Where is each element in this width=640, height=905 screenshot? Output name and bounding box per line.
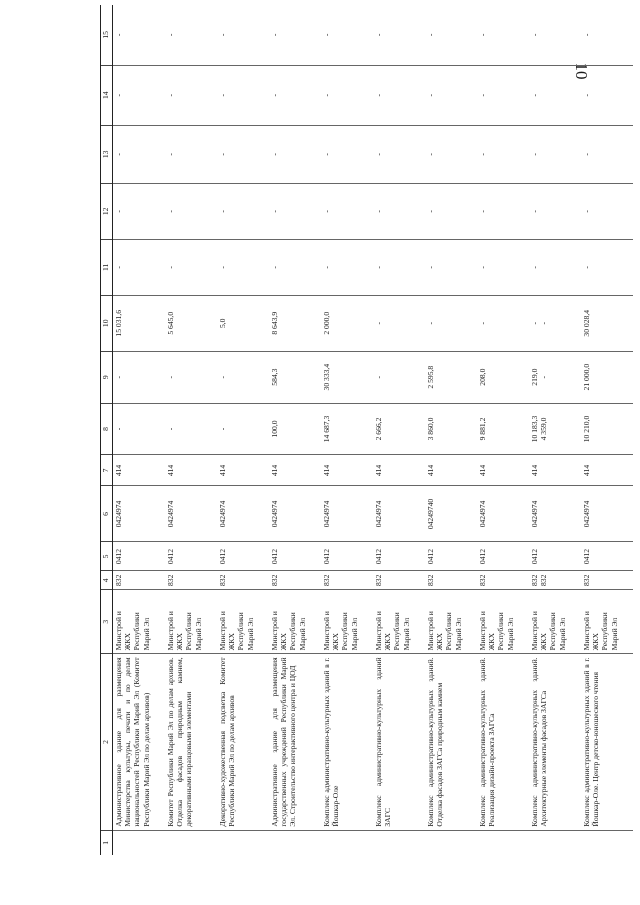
table-row (529, 5, 581, 855)
cell-col-1 (113, 830, 166, 855)
column-number: 11 (101, 239, 113, 295)
cell-col-15: - (113, 5, 166, 65)
cell-col-8: 2 666,2 (373, 403, 425, 455)
cell-col-7: 414 (165, 455, 217, 486)
cell-col-11: - (113, 239, 166, 295)
cell-col-10: 30 028,4 (581, 295, 633, 351)
page-number: 10 (572, 62, 591, 80)
column-number: 7 (101, 455, 113, 486)
cell-col-4: 832 (217, 571, 269, 590)
cell-col-4: 832 (581, 571, 633, 590)
cell-col-5: 0412 (425, 542, 477, 571)
cell-col-10: - (373, 295, 425, 351)
cell-col-9: 208,0 (477, 351, 529, 403)
table-row (113, 5, 166, 855)
cell-col-6: 0424974 (321, 486, 373, 542)
cell-col-4: 832 832 (529, 571, 581, 590)
cell-col-9: 219,0 - (529, 351, 581, 403)
cell-col-6: 04249740 (425, 486, 477, 542)
cell-col-3: Минстрой и ЖКХ Республики Марий Эл (477, 590, 529, 654)
cell-col-1 (321, 830, 373, 855)
cell-col-8: - (217, 403, 269, 455)
cell-col-15: - (581, 5, 633, 65)
cell-col-13: - (321, 125, 373, 183)
cell-col-11: - (529, 239, 581, 295)
cell-col-7: 414 (425, 455, 477, 486)
cell-col-15: - (529, 5, 581, 65)
cell-col-9: - (217, 351, 269, 403)
table-row (165, 5, 217, 855)
cell-col-13: - (477, 125, 529, 183)
cell-col-11: - (217, 239, 269, 295)
cell-col-5: 0412 (165, 542, 217, 571)
cell-col-5: 0412 (113, 542, 166, 571)
cell-col-8: 100,0 (269, 403, 321, 455)
cell-col-3: Минстрой и ЖКХ Республики Марий Эл (217, 590, 269, 654)
cell-col-10: 5,0 (217, 295, 269, 351)
table-row (581, 5, 633, 855)
cell-col-7: 414 (581, 455, 633, 486)
cell-col-1 (425, 830, 477, 855)
cell-col-2: Комплекс административно-культурных зданий в г. Йошкар-Оле (321, 654, 373, 830)
cell-col-9: 2 595,8 (425, 351, 477, 403)
cell-col-3: Минстрой и ЖКХ Республики Марий Эл (529, 590, 581, 654)
table-row (373, 5, 425, 855)
cell-col-14: - (113, 65, 166, 125)
cell-col-11: - (581, 239, 633, 295)
cell-col-1 (373, 830, 425, 855)
cell-col-5: 0412 (217, 542, 269, 571)
cell-col-7: 414 (217, 455, 269, 486)
table-row (269, 5, 321, 855)
cell-col-1 (269, 830, 321, 855)
cell-col-5: 0412 (373, 542, 425, 571)
cell-col-12: - (113, 183, 166, 239)
cell-col-14: - (425, 65, 477, 125)
cell-col-12: - (217, 183, 269, 239)
cell-col-7: 414 (373, 455, 425, 486)
cell-col-2: Административное здание для размещения Министерства культуры, печати и по делам национальностей Республики Марий Эл (Комитет Республики Марий Эл по делам архивов) (113, 654, 166, 830)
column-number: 8 (101, 403, 113, 455)
cell-col-4: 832 (269, 571, 321, 590)
cell-col-14: - (581, 65, 633, 125)
cell-col-3: Минстрой и ЖКХ Республики Марий Эл (165, 590, 217, 654)
cell-col-4: 832 (425, 571, 477, 590)
cell-col-13: - (113, 125, 166, 183)
cell-col-7: 414 (477, 455, 529, 486)
cell-col-11: - (269, 239, 321, 295)
cell-col-12: - (165, 183, 217, 239)
table-row (477, 5, 529, 855)
cell-col-11: - (425, 239, 477, 295)
cell-col-14: - (477, 65, 529, 125)
cell-col-6: 0424974 (529, 486, 581, 542)
cell-col-10: 8 643,9 (269, 295, 321, 351)
cell-col-14: - (321, 65, 373, 125)
cell-col-12: - (477, 183, 529, 239)
cell-col-5: 0412 (321, 542, 373, 571)
cell-col-5: 0412 (529, 542, 581, 571)
cell-col-13: - (581, 125, 633, 183)
cell-col-11: - (165, 239, 217, 295)
cell-col-11: - (321, 239, 373, 295)
cell-col-8: 10 183,3 4 359,0 (529, 403, 581, 455)
cell-col-9: - (113, 351, 166, 403)
table-row (321, 5, 373, 855)
cell-col-7: 414 (269, 455, 321, 486)
cell-col-2: Декоративно-художественная подсветка Комитет Республики Марий Эл по делам архивов (217, 654, 269, 830)
cell-col-1 (581, 830, 633, 855)
cell-col-9: 30 333,4 (321, 351, 373, 403)
cell-col-13: - (373, 125, 425, 183)
cell-col-1 (529, 830, 581, 855)
cell-col-8: 10 210,0 (581, 403, 633, 455)
cell-col-7: 414 (113, 455, 166, 486)
column-number: 3 (101, 590, 113, 654)
cell-col-13: - (217, 125, 269, 183)
cell-col-10: 15 031,6 (113, 295, 166, 351)
cell-col-8: - (165, 403, 217, 455)
cell-col-4: 832 (373, 571, 425, 590)
column-number: 10 (101, 295, 113, 351)
cell-col-8: - (113, 403, 166, 455)
cell-col-1 (165, 830, 217, 855)
cell-col-14: - (269, 65, 321, 125)
column-number: 2 (101, 654, 113, 830)
cell-col-3: Минстрой и ЖКХ Республики Марий Эл (425, 590, 477, 654)
cell-col-11: - (477, 239, 529, 295)
table-row (217, 5, 269, 855)
cell-col-15: - (477, 5, 529, 65)
cell-col-10: - - (529, 295, 581, 351)
budget-table (100, 5, 633, 855)
cell-col-3: Минстрой и ЖКХ Республики Марий Эл (373, 590, 425, 654)
cell-col-6: 0424974 (113, 486, 166, 542)
cell-col-2: Комплекс административно-культурных зданий. Отделка фасадов ЗАГСа природным камнем (425, 654, 477, 830)
cell-col-6: 0424974 (217, 486, 269, 542)
cell-col-5: 0412 (269, 542, 321, 571)
cell-col-15: - (425, 5, 477, 65)
cell-col-5: 0412 (581, 542, 633, 571)
cell-col-9: 584,3 (269, 351, 321, 403)
cell-col-14: - (373, 65, 425, 125)
cell-col-6: 0424974 (269, 486, 321, 542)
cell-col-13: - (269, 125, 321, 183)
cell-col-4: 832 (477, 571, 529, 590)
cell-col-15: - (269, 5, 321, 65)
table-body (113, 5, 634, 855)
cell-col-15: - (165, 5, 217, 65)
cell-col-12: - (321, 183, 373, 239)
cell-col-9: - (165, 351, 217, 403)
cell-col-10: - (477, 295, 529, 351)
cell-col-2: Административное здание для размещения государственных учреждений Республики Марий Эл. Строительство интерактивного центра и ЦОД (269, 654, 321, 830)
column-number: 5 (101, 542, 113, 571)
cell-col-12: - (269, 183, 321, 239)
cell-col-10: 2 000,0 (321, 295, 373, 351)
column-number: 12 (101, 183, 113, 239)
cell-col-8: 14 687,3 (321, 403, 373, 455)
cell-col-9: 21 000,0 (581, 351, 633, 403)
column-number: 14 (101, 65, 113, 125)
cell-col-3: Минстрой и ЖКХ Республики Марий Эл (321, 590, 373, 654)
cell-col-1 (477, 830, 529, 855)
cell-col-9: - (373, 351, 425, 403)
cell-col-13: - (529, 125, 581, 183)
cell-col-3: Минстрой и ЖКХ Республики Марий Эл (113, 590, 166, 654)
column-number: 6 (101, 486, 113, 542)
cell-col-3: Минстрой и ЖКХ Республики Марий Эл (269, 590, 321, 654)
cell-col-12: - (373, 183, 425, 239)
column-number: 1 (101, 830, 113, 855)
cell-col-15: - (373, 5, 425, 65)
cell-col-11: - (373, 239, 425, 295)
cell-col-10: 5 645,0 (165, 295, 217, 351)
cell-col-6: 0424974 (477, 486, 529, 542)
rotated-table-wrapper (100, 5, 620, 855)
cell-col-15: - (217, 5, 269, 65)
cell-col-6: 0424974 (581, 486, 633, 542)
cell-col-14: - (529, 65, 581, 125)
cell-col-8: 3 860,0 (425, 403, 477, 455)
cell-col-12: - (581, 183, 633, 239)
cell-col-8: 9 881,2 (477, 403, 529, 455)
table-row (425, 5, 477, 855)
cell-col-1 (217, 830, 269, 855)
cell-col-6: 0424974 (165, 486, 217, 542)
cell-col-4: 832 (113, 571, 166, 590)
cell-col-15: - (321, 5, 373, 65)
column-number: 15 (101, 5, 113, 65)
cell-col-2: Комплекс административно-культурных зданий в г. Йошкар-Оле. Центр детско-юношеского чтения (581, 654, 633, 830)
cell-col-2: Комплекс административно-культурных зданий. Реализация дизайн-проекта ЗАГСа (477, 654, 529, 830)
cell-col-2: Комитет Республики Марий Эл по делам архивов. Отделка фасадов природным камнем, декоративными изразцовыми элементами (165, 654, 217, 830)
cell-col-2: Комплекс административно-культурных зданий. Архитектурные элементы фасадов ЗАГСа (529, 654, 581, 830)
cell-col-2: Комплекс административно-культурных зданий ЗАГС (373, 654, 425, 830)
cell-col-14: - (165, 65, 217, 125)
cell-col-14: - (217, 65, 269, 125)
cell-col-4: 832 (321, 571, 373, 590)
cell-col-13: - (425, 125, 477, 183)
cell-col-10: - (425, 295, 477, 351)
cell-col-12: - (529, 183, 581, 239)
cell-col-7: 414 (321, 455, 373, 486)
cell-col-12: - (425, 183, 477, 239)
cell-col-7: 414 (529, 455, 581, 486)
cell-col-13: - (165, 125, 217, 183)
column-number: 13 (101, 125, 113, 183)
cell-col-6: 0424974 (373, 486, 425, 542)
cell-col-5: 0412 (477, 542, 529, 571)
column-number-row (101, 5, 113, 855)
cell-col-3: Минстрой и ЖКХ Республики Марий Эл (581, 590, 633, 654)
cell-col-4: 832 (165, 571, 217, 590)
column-number: 9 (101, 351, 113, 403)
column-number: 4 (101, 571, 113, 590)
